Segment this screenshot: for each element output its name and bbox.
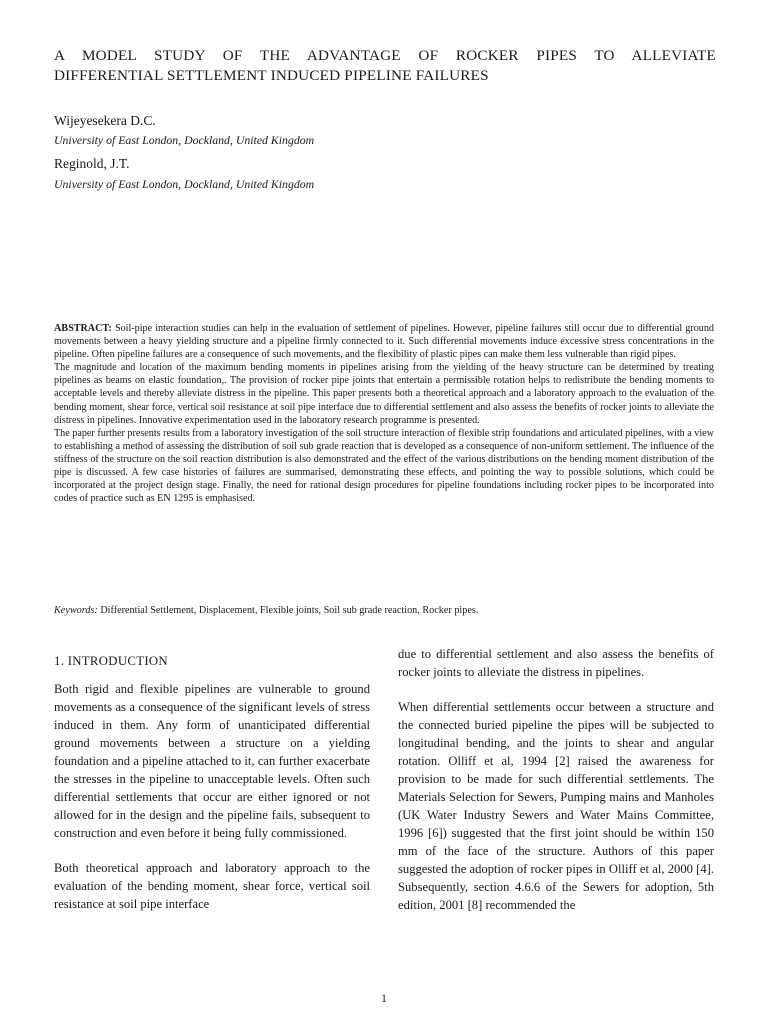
author-affiliation: University of East London, Dockland, United Kingdom <box>54 133 315 147</box>
abstract-label: ABSTRACT: <box>54 323 112 334</box>
author-name: Reginold, J.T. <box>54 156 130 171</box>
title-line-1: A MODEL STUDY OF THE ADVANTAGE OF ROCKER PIPES TO ALLEVIATE <box>54 47 716 64</box>
title-line-2: DIFFERENTIAL SETTLEMENT INDUCED PIPELINE FAILURES <box>54 67 489 84</box>
body-paragraph: Both theoretical approach and laboratory approach to the evaluation of the bending moment, shear force, vertical soil resistance at soil pipe interface <box>54 861 370 911</box>
author-affiliation: University of East London, Dockland, United Kingdom <box>54 177 315 191</box>
abstract-paragraph <box>54 322 714 361</box>
abstract <box>54 322 714 505</box>
abstract-text: Soil-pipe interaction studies can help in the evaluation of settlement of pipelines. However, pipeline failures still occur due to differential ground movements between a heavy yielding structure and a pipeline firmly connected to it. Such differential movements induce excessive stress concentrations in the pipeline. Often pipeline failures are a consequence of such movements, and the flexibility of plastic pipes can make them less vulnerable than rigid pipes. <box>54 323 714 361</box>
keywords <box>54 604 714 617</box>
keywords-text: Differential Settlement, Displacement, Flexible joints, Soil sub grade reaction, Rocker pipes. <box>100 605 479 616</box>
left-column <box>54 652 370 913</box>
keywords-label: Keywords: <box>54 605 98 616</box>
right-column <box>398 645 714 914</box>
abstract-paragraph: The paper further presents results from a laboratory investigation of the soil structure interaction of flexible strip foundations and articulated pipelines, with a view to establishing a method of assessing the distribution of soil sub grade reaction that is developed as a consequence of non-uniform settlement. The influence of the stiffness of the structure on the soil reaction distribution is also demonstrated and the effect of the various distributions on the bending moment distribution of the pipe is discussed. A few case histories of failures are summarised, demonstrating these effects, and pointing the way to possible solutions, which could be incorporated at the project design stage. Finally, the need for rational design procedures for pipeline foundations including rocker pipes to be incorporated into codes of practice such as EN 1295 is emphasised. <box>54 427 714 505</box>
body-paragraph: Both rigid and flexible pipelines are vulnerable to ground movements as a consequence of the significant levels of stress induced in them. Any form of unanticipated differential ground movements between a structure on a yielding foundation and a pipeline attached to it, can further exacerbate the stresses in the pipeline to unacceptable levels. Often such differential settlements that occur are either ignored or not allowed for in the design and the pipeline fails, subsequent to construction and even before it being fully commissioned. <box>54 682 370 840</box>
paper-title <box>54 46 716 86</box>
body-paragraph: When differential settlements occur between a structure and the connected buried pipeline the pipes will be subjected to longitudinal bending, and the joints to shear and angular rotation. Olliff et al, 1994 [2] raised the awareness for provision to be made for such differential settlements. The Materials Selection for Sewers, Pumping mains and Manholes (UK Water Industry Sewers and Water Mains Committee, 1996 [6]) suggested that the first joint should be within 150 mm of the face of the structure. Authors of this paper suggested the adoption of rocker pipes in Olliff et al, 2000 [4]. Subsequently, section 4.6.6 of the Sewers for adoption, 5th edition, 2001 [8] recommended the <box>398 700 714 912</box>
abstract-paragraph: The magnitude and location of the maximum bending moments in pipelines arising from the yielding of the heavy structure can be determined by treating pipelines as beams on elastic foundation,. The provision of rocker pipe joints that entertain a permissible rotation helps to redistribute the bending moments to acceptable levels and thereby alleviate distress in the pipeline. This paper presents both a theoretical approach and a laboratory approach to the evaluation of the bending moment, shear force, vertical soil resistance at soil pipe interface due to differential settlement and also assess the benefits of rocker joints to alleviate the distress in pipelines. Innovative experimentation used in the laboratory research programme is presented. <box>54 362 714 426</box>
author-name: Wijeyesekera D.C. <box>54 113 156 128</box>
page-number: 1 <box>381 991 387 1005</box>
body-paragraph: due to differential settlement and also assess the benefits of rocker joints to alleviate the distress in pipelines. <box>398 647 714 679</box>
section-heading: 1. INTRODUCTION <box>54 654 168 668</box>
